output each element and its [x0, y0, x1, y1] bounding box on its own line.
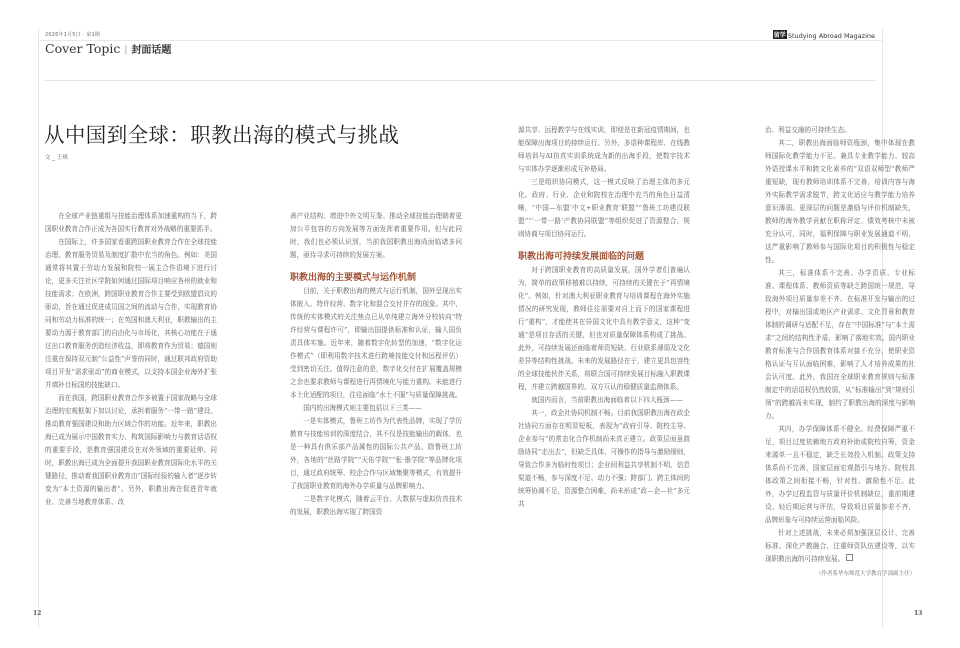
paragraph: 一是实体模式，鲁班工坊作为代表性品牌，实现了学历教育与技能培训的深度结合，其不仅是技能输出的载体，也是一种具有俱乐部产品属性的国际公共产品。除鲁班工坊外，各地的“丝路学院”“天佑学院”“张·墨学院”等品牌化项目，通过政府统筹、校企合作与区域集聚等模式，有效提升了我国职业教育的海外办学质量与品牌影响力。 — [290, 417, 462, 490]
paragraph: 其二，职教出海面临师资瓶颈，集中体现在教师国际化教学能力不足。兼具专业教学能力、较高外语授课水平和跨文化素养的“双语双师型”教师严重短缺，现有教师培训体系不完善，培训内容与海外实际教学需求脱节，跨文化适应与教学能力培养意识薄弱。更深层的问题是激励与评价机制缺失，教师的海外教学贡献在职称评定、绩效考核中未被充分认可，同时，福利保障与职业发展通道不明，这严重影响了教师参与国际化项目的积极性与稳定性。 — [765, 139, 915, 264]
section-heading-modes: 职教出海的主要模式与运作机制 — [290, 273, 417, 283]
header-divider — [45, 80, 875, 81]
page-number-right: 13 — [914, 610, 923, 617]
article-title: 从中国到全球：职教出海的模式与挑战 — [44, 123, 400, 147]
end-mark-icon — [846, 554, 853, 561]
text-column-3 — [518, 124, 690, 628]
text-column-1 — [45, 210, 217, 628]
paragraph: 其一，政企社协同机制不畅。目前我国职教出海在政企社协同方面存在明显短板，表现为“政府引导、院校主导、企业参与”的常态化合作机制尚未真正建立。政策层面虽鼓励协同“走出去”，但缺乏具体、可操作的指导与激励细则，导致合作多为临时性项目；企业间利益共享机制不明、信息渠道不畅，参与深度不足、动力不强；跨部门、跨主体间的统筹协调不足，资源整合困难，尚未形成“政—企—社”多元共 — [518, 409, 690, 508]
author-note: （作者系华东师范大学教育学部副主任） — [815, 571, 915, 577]
paragraph-closing — [765, 527, 915, 566]
paragraph: 在国际上，许多国家看重跨国职业教育合作在全球技能治理、教育服务贸易及制度扩散中充当的角色。例如：美国通常将其置于劳动力发展和院校一展主合作语境下进行讨论，更多关注社区学院如何通过国际项目响应各州的就业和技能需求；在欧洲，跨国职业教育合作主要受到欧盟倡议的驱动，旨在通过促进成员国之间的流动与合作，实现教育协同和劳动力标准的统一；在英国和澳大利亚，职教输出的主要动力源于教育部门的自由化与市场化，其核心功能在于通过出口教育服务创造经济收益，即将教育作为贸易；德国则注重在保持双元制“公益性”声誉的同时，通过联邦政府资助项目开发“需求驱动”的商业模式，以支持本国企业海外扩张并填补目标国的技能缺口。 — [45, 238, 217, 389]
section-label — [45, 41, 171, 56]
magazine-logo-icon: 留学 — [773, 32, 786, 39]
paragraph: 二是数字化模式，随着云平台、大数据与虚拟仿真技术的发展，职教出海实现了跨国资 — [290, 495, 462, 516]
paragraph: 治、利益交融的可持续生态。 — [765, 126, 851, 134]
paragraph: 而在我国，跨国职业教育合作多被置于国家战略与全球治理的宏观框架下加以讨论，承担着服务“一带一路”建设、推动教育强国建设和助力区域合作的功能。近年来，职教出海已成为展示中国教育实力、构筑国际影响力与教育话语权的重要手段，是教育强国建设在对外领域的重要延伸。同时，职教出海已成为全面提升我国职业教育国际化水平的关键路径，推动着我国职业教育由“国际经验的输入者”逐步转变为“本土资源的输出者”。另外，职教出海在促进青年就业、完善当地教育体系、改 — [45, 394, 217, 506]
paragraph: 其四，办学保障体系不健全。经费保障严重不足，项目过度依赖地方政府补助或院校自筹，资金来源单一且不稳定，缺乏长效投入机制。政策支持体系尚不完善，国家层面宏观指引与地方、院校具体政策之间衔接不畅，针对性、激励性不足。此外，办学过程监管与质量评价机制缺位，重前期建设、轻后期运营与评估，导致项目质量参差不齐，品牌形象与可持续运营面临风险。 — [765, 425, 915, 524]
magazine-logo — [773, 30, 875, 40]
paragraph: 其三，标准体系不完善。办学资质、专业标准、课程体系、教师资质等缺乏跨国统一规范，导致海外项目质量参差不齐。在标准开发与输出的过程中，对输出国或地区产业需求、文化背景和教育体制的调研与适配不足，存在“中国标准”与“本土需求”之间的结构性矛盾，影响了落地实效。国内职业教育标准与合作国教育体系对接不充分，使职业资格认证与互认面临困难，影响了人才培养成果的社会认可度。此外，我国在全球职业教育规则与标准制定中的话语权仍然较弱，从“标准输出”到“规则引领”的跨越尚未实现，制约了职教出海的深度与影响力。 — [765, 269, 915, 420]
paragraph: 在全球产业链重组与技能治理体系加速重构的当下，跨国职业教育合作正成为各国实行教育对外战略的重要抓手。 — [45, 212, 217, 233]
section-label-en: Cover Topic — [45, 41, 121, 56]
section-label-cn: 封面话题 — [131, 45, 172, 56]
paragraph: 源共享、远程教学与在线实训，即便是在新冠疫情期间，也能保障出海项目的持续运行。另外，多语种课程库、在线教师培训与AI仿真实训系统成为新的出海手段，使数字技术与实体办学逐渐形成互补格局。 — [518, 126, 690, 173]
magazine-name: Studying Abroad Magazine — [787, 32, 875, 40]
paragraph: 国内的出海模式则主要包括以下三类—— — [303, 404, 422, 412]
paragraph: 目前，关于职教出海的模式与运行机制，国外呈现出实体嵌入、特许经营、数字化和混合交付并存的现象。其中，传统的实体模式的关注焦点已从单纯建立海外分校转向“特许经营与课程许可”，即输出国提供标准和认证，输入国负责具体实施。近年来，随着数字化转型的加速，“数字化运作模式”（即利用数字技术进行跨境技能交付和远程评估）受到密切关注。值得注意的是，数字化交付在扩展覆盖规模之余也要求教师与课程进行再情境化与能力重构。未能进行本土化适配的项目，往往面临“水土不服”与质量保障挑战。 — [290, 287, 462, 399]
section-separator: | — [124, 45, 128, 55]
section-heading-challenges: 职教出海可持续发展面临的问题 — [518, 252, 645, 262]
article-byline: 文 _ 王琪 — [45, 155, 68, 161]
page-number-left: 12 — [33, 610, 42, 617]
closing-text: 针对上述挑战，未来必须加强顶层设计、完善标准、深化产教融合、注重师资队伍建设等，以实现职教出海的可持续发展。 — [765, 529, 915, 563]
text-column-2 — [290, 210, 462, 628]
paragraph: 善产业结构、增进中外文明互鉴、推动全球技能治理朝着更加公平包容的方向发展等方面发挥着重要作用。但与此同时，我们也必须认识到，当前我国职教出海尚面临诸多问题，亟待寻求可持续的发展方案。 — [290, 212, 462, 259]
paragraph: 对于跨国职业教育的高质量发展，国外学者们普遍认为，简单的政策移植难以持续，可持续的关键在于“再情境化”。例如，针对澳大利亚职业教育与培训课程在海外实施情况的研究发现，教师往往需要对自上而下的国家课程进行“重构”，才能使其在异国文化中具有教学意义，这种“变通”是项目存活的关键，但也对质量保障体系构成了挑战。此外，可持续发展还面临着师资短缺、行业联系薄弱及文化差异等结构性挑战。未来的发展路径在于，建立更具包容性的全球技能伙伴关系，将联合国可持续发展目标融入职教课程，并建立跨越国界的、双方互认的稳健质量监测体系。 — [518, 266, 690, 391]
paragraph: 就国内而言，当前职教出海面临着以下四大瓶颈—— — [531, 396, 683, 404]
paragraph: 三是组织协同模式，这一模式反映了治理主体的多元化。政府、行业、企业和院校在治理中充当的角色日益清晰，“中国—东盟‘中文+职业教育’联盟”“鲁班工坊建设联盟”“‘一带一路’产教协同联盟”等组织促进了资源整合、规则协商与项目协同运行。 — [518, 178, 690, 238]
issue-date: 2026年1月5日 · 第1期 — [45, 32, 101, 38]
text-column-4 — [765, 124, 915, 634]
